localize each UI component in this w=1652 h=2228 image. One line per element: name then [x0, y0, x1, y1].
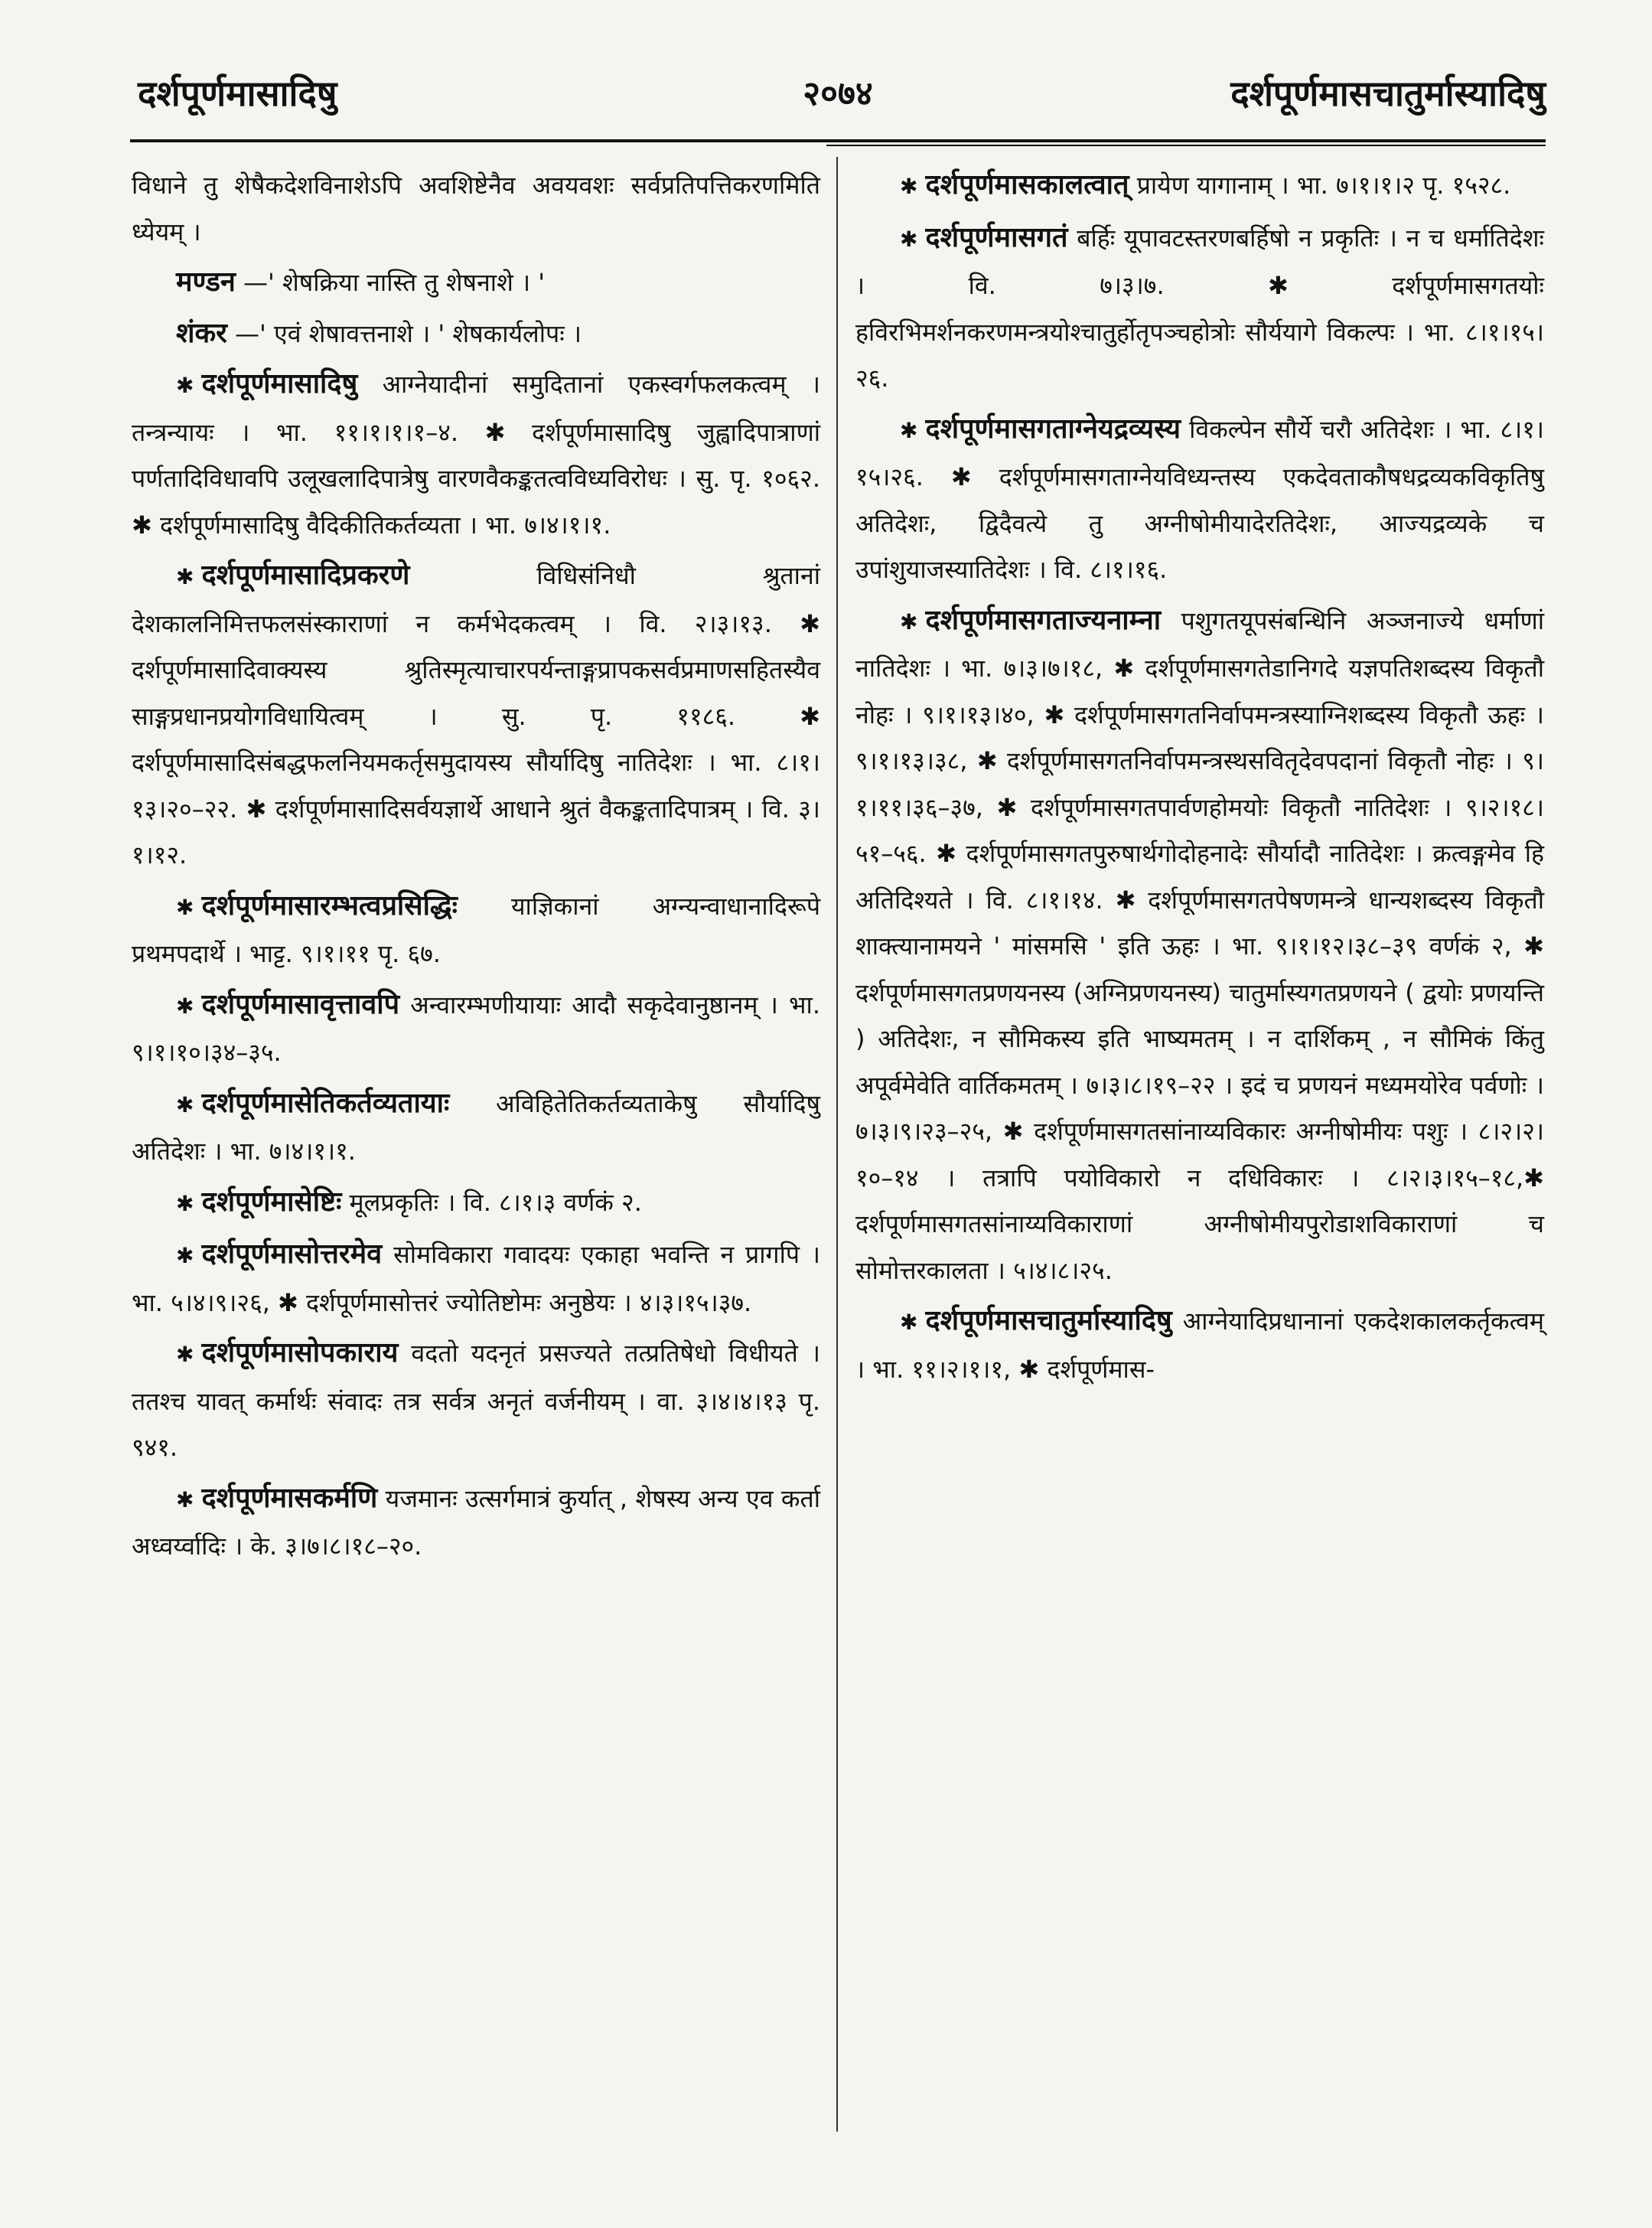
entry-paragraph: [855, 162, 1544, 210]
entry-headword: दर्शपूर्णमासचातुर्मास्यादिषु: [925, 1305, 1172, 1336]
asterisk-icon: ✱: [176, 1486, 194, 1512]
entry-headword: दर्शपूर्णमासेष्टिः: [201, 1186, 342, 1218]
entry-paragraph: [132, 361, 820, 548]
entry-text: यजमानः उत्सर्गमात्रं कुर्यात् , शेषस्य अन्य एव कर्ता अध्वर्य्वादिः । के. ३।७।८।१८–२०.: [132, 1483, 820, 1561]
entry-headword: दर्शपूर्णमासारम्भत्वप्रसिद्धिः: [201, 889, 458, 922]
entry-paragraph: [855, 598, 1544, 1294]
entry-paragraph: [132, 1476, 820, 1570]
running-header: [130, 61, 1546, 130]
entry-text: —' एवं शेषावत्तनाशे । ' शेषकार्यलोपः ।: [235, 318, 582, 348]
entry-paragraph: [132, 883, 820, 977]
entry-headword: दर्शपूर्णमासगताज्यनाम्ना: [925, 604, 1162, 636]
header-rule-secondary: [826, 145, 1546, 146]
entry-headword: दर्शपूर्णमासेतिकर्तव्यतायाः: [201, 1087, 450, 1119]
asterisk-icon: ✱: [900, 417, 918, 443]
entry-paragraph: [132, 553, 820, 879]
entry-paragraph: [132, 1330, 820, 1471]
entry-headword: मण्डन: [176, 266, 236, 298]
column-divider: [836, 157, 838, 2132]
entry-paragraph: [132, 982, 820, 1076]
header-rule: [130, 139, 1546, 142]
header-left-title: दर्शपूर्णमासादिषु: [138, 73, 337, 114]
entry-text: प्रायेण यागानाम् । भा. ७।१।१।२ पृ. १५२८.: [1136, 171, 1511, 200]
entry-paragraph: [855, 1298, 1544, 1392]
entry-text: पशुगतयूपसंबन्धिनि अञ्जनाज्ये धर्माणां नातिदेशः । भा. ७।३।७।१८, ✱ दर्शपूर्णमासगतेडानिगदे यज्ञपतिशब्दस्य विकृतौ नोहः । ९।१।१३।४०, ✱ दर्शपूर्णमासगतनिर्वापमन्त्रस्याग्निशब्दस्य विकृतौ ऊहः । ९।१।१३।३८, ✱ दर्शपूर्णमासगतनिर्वापमन्त्रस्थसवितृदेवपदानां विकृतौ नोहः । ९।१।११।३६–३७, ✱ दर्शपूर्णमासगतपार्वणहोमयोः विकृतौ नातिदेशः । ९।२।१८।५१–५६. ✱ दर्शपूर्णमासगतपुरुषार्थगोदोहनादेः सौर्यादौ नातिदेशः । क्रत्वङ्गमेव हि अतिदिश्यते । वि. ८।१।१४. ✱ दर्शपूर्णमासगतपेषणमन्त्रे धान्यशब्दस्य विकृतौ शाक्त्यानामयने ' मांसमसि ' इति ऊहः । भा. ९।१।१२।३८–३९ वर्णकं २, ✱ दर्शपूर्णमासगतप्रणयनस्य (अग्निप्रणयनस्य) चातुर्मास्यगतप्रणयने ( द्वयोः प्रणयन्ति ) अतिदेशः, न सौमिकस्य इति भाष्यमतम् । न दार्शिकम् , न सौमिकं किंतु अपूर्वमेवेति वार्तिकमतम् । ७।३।८।१९–२२ । इदं च प्रणयनं मध्यमयोरेव पर्वणोः । ७।३।९।२३–२५, ✱ दर्शपूर्णमासगतसांनाय्यविकारः अग्नीषोमीयः पशुः । ८।२।२।१०–१४ । तत्रापि पयोविकारो न दधिविकारः । ८।२।३।१५–१८,✱ दर्शपूर्णमासगतसांनाय्यविकाराणां अग्नीषोमीयपुरोडाशविकाराणां च सोमोत्तरकालता । ५।४।८।२५.: [855, 605, 1544, 1285]
entry-headword: दर्शपूर्णमासकालत्वात्: [925, 169, 1129, 201]
entry-text: अन्वारम्भणीयायाः आदौ सकृदेवानुष्ठानम् । भा. ९।१।१०।३४–३५.: [132, 990, 820, 1067]
entry-text: सोमविकारा गवादयः एकाहा भवन्ति न प्रागपि । भा. ५।४।९।२६, ✱ दर्शपूर्णमासोत्तरं ज्योतिष्टोमः अनुष्ठेयः । ४।३।१५।३७.: [132, 1240, 821, 1317]
entry-headword: दर्शपूर्णमासावृत्तावपि: [201, 988, 400, 1020]
entry-text: बर्हिः यूपावटस्तरणबर्हिषो न प्रकृतिः । न च धर्मातिदेशः । वि. ७।३।७. ✱ दर्शपूर्णमासगतयोः हविरभिमर्शनकरणमन्त्रयोश्चातुर्होतृपञ्चहोत्रोः सौर्ययागे विकल्पः । भा. ८।१।१५।२६.: [855, 223, 1545, 393]
right-column: [855, 162, 1544, 1397]
entry-paragraph: [132, 1081, 820, 1175]
entry-paragraph: [132, 259, 820, 306]
entry-headword: दर्शपूर्णमासोपकाराय: [201, 1337, 399, 1368]
entry-text: अविहितेतिकर्तव्यताकेषु सौर्यादिषु अतिदेशः । भा. ७।४।१।१.: [132, 1088, 820, 1166]
asterisk-icon: ✱: [900, 1310, 918, 1335]
entry-headword: दर्शपूर्णमासकर्मणि: [201, 1482, 378, 1514]
asterisk-icon: ✱: [900, 226, 918, 252]
asterisk-icon: ✱: [176, 1243, 194, 1268]
asterisk-icon: ✱: [176, 564, 194, 589]
entry-text: विकल्पेन सौर्ये चरौ अतिदेशः । भा. ८।१।१५।२६. ✱ दर्शपूर्णमासगताग्नेयविध्यन्तस्य एकदेवताकौषधद्रव्यकविकृतिषु अतिदेशः, द्विदैवत्ये तु अग्नीषोमीयादेरतिदेशः, आज्यद्रव्यके च उपांशुयाजस्यातिदेशः । वि. ८।१।१६.: [855, 414, 1545, 584]
entry-headword: शंकर: [176, 317, 227, 349]
entry-headword: दर्शपूर्णमासोत्तरमेव: [201, 1238, 383, 1270]
entry-text: वदतो यदनृतं प्रसज्यते तत्प्रतिषेधो विधीयते । ततश्च यावत् कर्मार्थः संवादः तत्र सर्वत्र अनृतं वर्जनीयम् । वा. ३।४।४।१३ पृ. ९४१.: [132, 1339, 820, 1462]
entry-paragraph: [132, 1231, 820, 1326]
entry-headword: दर्शपूर्णमासादिषु: [201, 368, 358, 400]
entry-text: मूलप्रकृतिः । वि. ८।१।३ वर्णकं २.: [349, 1187, 642, 1217]
entry-paragraph: [855, 215, 1544, 402]
left-column: [132, 162, 820, 1574]
entry-paragraph: [132, 162, 820, 255]
header-right-title: दर्शपूर्णमासचातुर्मास्यादिषु: [1230, 73, 1546, 114]
entry-text: आग्नेयादीनां समुदितानां एकस्वर्गफलकत्वम् । तन्त्रन्यायः । भा. ११।१।१।१–४. ✱ दर्शपूर्णमासादिषु जुह्वादिपात्राणां पर्णतादिविधावपि उलूखलादिपात्रेषु वारणवैकङ्कतत्वविध्यविरोधः । सु. पृ. १०६२. ✱ दर्शपूर्णमासादिषु वैदिकीतिकर्तव्यता । भा. ७।४।१।१.: [132, 370, 821, 540]
entry-text: याज्ञिकानां अग्न्यन्वाधानादिरूपे प्रथमपदार्थे । भाट्ट. ९।१।११ पृ. ६७.: [132, 891, 820, 968]
entry-paragraph: [855, 406, 1544, 593]
asterisk-icon: ✱: [176, 1342, 194, 1367]
entry-text: विधिसंनिधौ श्रुतानां देशकालनिमित्तफलसंस्काराणां न कर्मभेदकत्वम् । वि. २।३।१३. ✱ दर्शपूर्णमासादिवाक्यस्य श्रुतिस्मृत्याचारपर्यन्ताङ्गप्रापकसर्वप्रमाणसहितस्यैव साङ्गप्रधानप्रयोगविधायित्वम् । सु. पृ. ११८६. ✱ दर्शपूर्णमासादिसंबद्धफलनियमकर्तृसमुदायस्य सौर्यादिषु नातिदेशः । भा. ८।१।१३।२०–२२. ✱ दर्शपूर्णमासादिसर्वयज्ञार्थे आधाने श्रुतं वैकङ्कतादिपात्रम् । वि. ३।१।१२.: [132, 561, 820, 869]
page-number: २०७४: [803, 74, 873, 113]
entry-headword: दर्शपूर्णमासगतं: [925, 221, 1068, 253]
asterisk-icon: ✱: [176, 993, 194, 1019]
asterisk-icon: ✱: [176, 894, 194, 920]
asterisk-icon: ✱: [900, 174, 918, 199]
entry-paragraph: [132, 311, 820, 357]
entry-text: विधाने तु शेषैकदेशविनाशेऽपि अवशिष्टेनैव अवयवशः सर्वप्रतिपत्तिकरणमिति ध्येयम् ।: [132, 171, 820, 246]
entry-text: —' शेषक्रिया नास्ति तु शेषनाशे । ': [243, 268, 546, 297]
entry-paragraph: [132, 1179, 820, 1228]
entry-text: आग्नेयादिप्रधानानां एकदेशकालकर्तृकत्वम् । भा. ११।२।१।१, ✱ दर्शपूर्णमास-: [855, 1306, 1544, 1384]
asterisk-icon: ✱: [900, 608, 918, 634]
entry-headword: दर्शपूर्णमासगताग्नेयद्रव्यस्य: [925, 413, 1181, 445]
asterisk-icon: ✱: [176, 373, 194, 398]
entry-headword: दर्शपूर्णमासादिप्रकरणे: [201, 559, 410, 591]
asterisk-icon: ✱: [176, 1190, 194, 1216]
asterisk-icon: ✱: [176, 1091, 194, 1117]
